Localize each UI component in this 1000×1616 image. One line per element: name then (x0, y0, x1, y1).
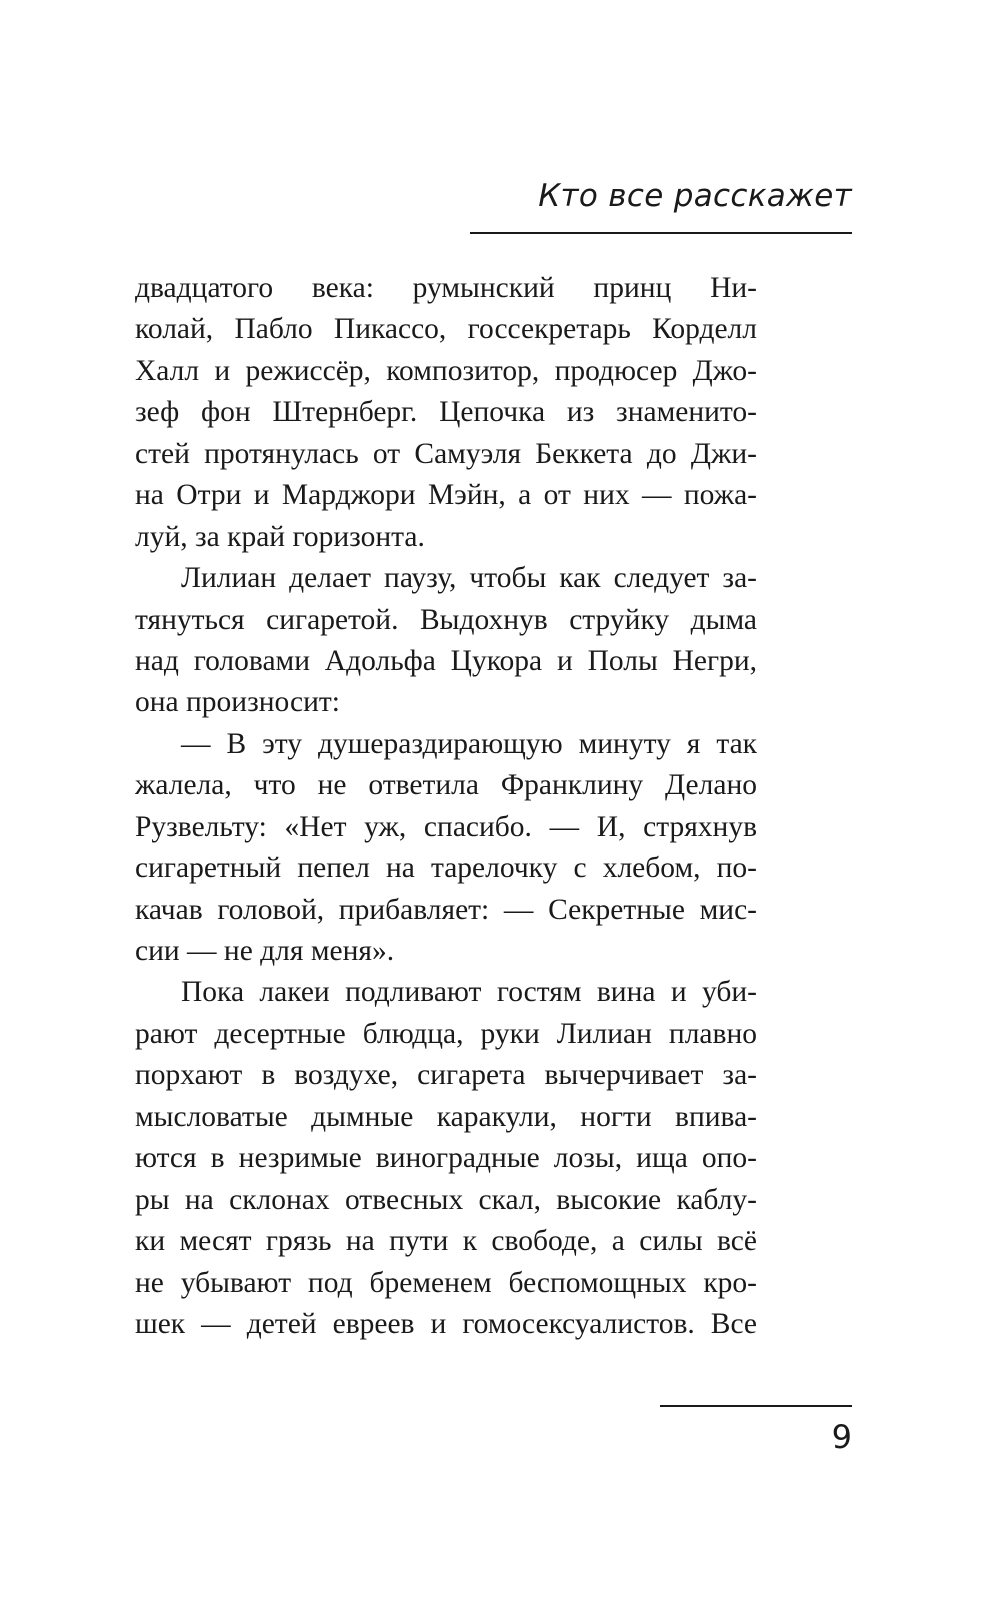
body-text (135, 268, 757, 1345)
text-line: жалела, что не ответила Франклину Делано (135, 769, 757, 802)
running-head-title: Кто все расскажет (538, 178, 852, 214)
text-line: ки месят грязь на пути к свободе, а силы всё (135, 1225, 757, 1258)
text-line: не убывают под бременем беспомощных кро- (135, 1266, 757, 1299)
text-line: Рузвельту: «Нет уж, спасибо. — И, стряхнув (135, 810, 757, 843)
footer-rule (660, 1405, 852, 1407)
text-line: стей протянулась от Самуэля Беккета до Джи- (135, 437, 757, 470)
text-line: тянуться сигаретой. Выдохнув струйку дыма (135, 603, 757, 636)
text-line: шек — детей евреев и гомосексуалистов. Все (135, 1307, 757, 1340)
text-line: рают десертные блюдца, руки Лилиан плавно (135, 1017, 757, 1050)
header-rule (470, 232, 852, 234)
text-line: луй, за край горизонта. (135, 520, 425, 553)
text-line: зеф фон Штернберг. Цепочка из знаменито- (135, 396, 757, 429)
text-line: ры на склонах отвесных скал, высокие каблу- (135, 1183, 757, 1216)
text-line: Халл и режиссёр, композитор, продюсер Джо- (135, 354, 757, 387)
text-line: ются в незримые виноградные лозы, ища опо- (135, 1142, 757, 1175)
text-line: качав головой, прибавляет: — Секретные мис- (135, 893, 757, 926)
text-line: Лилиан делает паузу, чтобы как следует за- (181, 562, 757, 595)
text-line: — В эту душераздирающую минуту я так (181, 727, 757, 760)
text-line: сигаретный пепел на тарелочку с хлебом, по- (135, 852, 757, 885)
text-line: колай, Пабло Пикассо, госсекретарь Корделл (135, 313, 757, 346)
text-line: мысловатые дымные каракули, ногти впива- (135, 1100, 757, 1133)
text-line: двадцатого века: румынский принц Ни- (135, 272, 757, 304)
page-number: 9 (831, 1418, 852, 1456)
text-line: над головами Адольфа Цукора и Полы Негри, (135, 644, 757, 677)
text-line: на Отри и Марджори Мэйн, а от них — пожа- (135, 479, 757, 512)
text-line: она произносит: (135, 686, 340, 719)
text-line: сии — не для меня». (135, 935, 395, 967)
text-line: порхают в воздухе, сигарета вычерчивает за- (135, 1059, 757, 1092)
text-line: Пока лакеи подливают гостям вина и уби- (181, 976, 757, 1009)
